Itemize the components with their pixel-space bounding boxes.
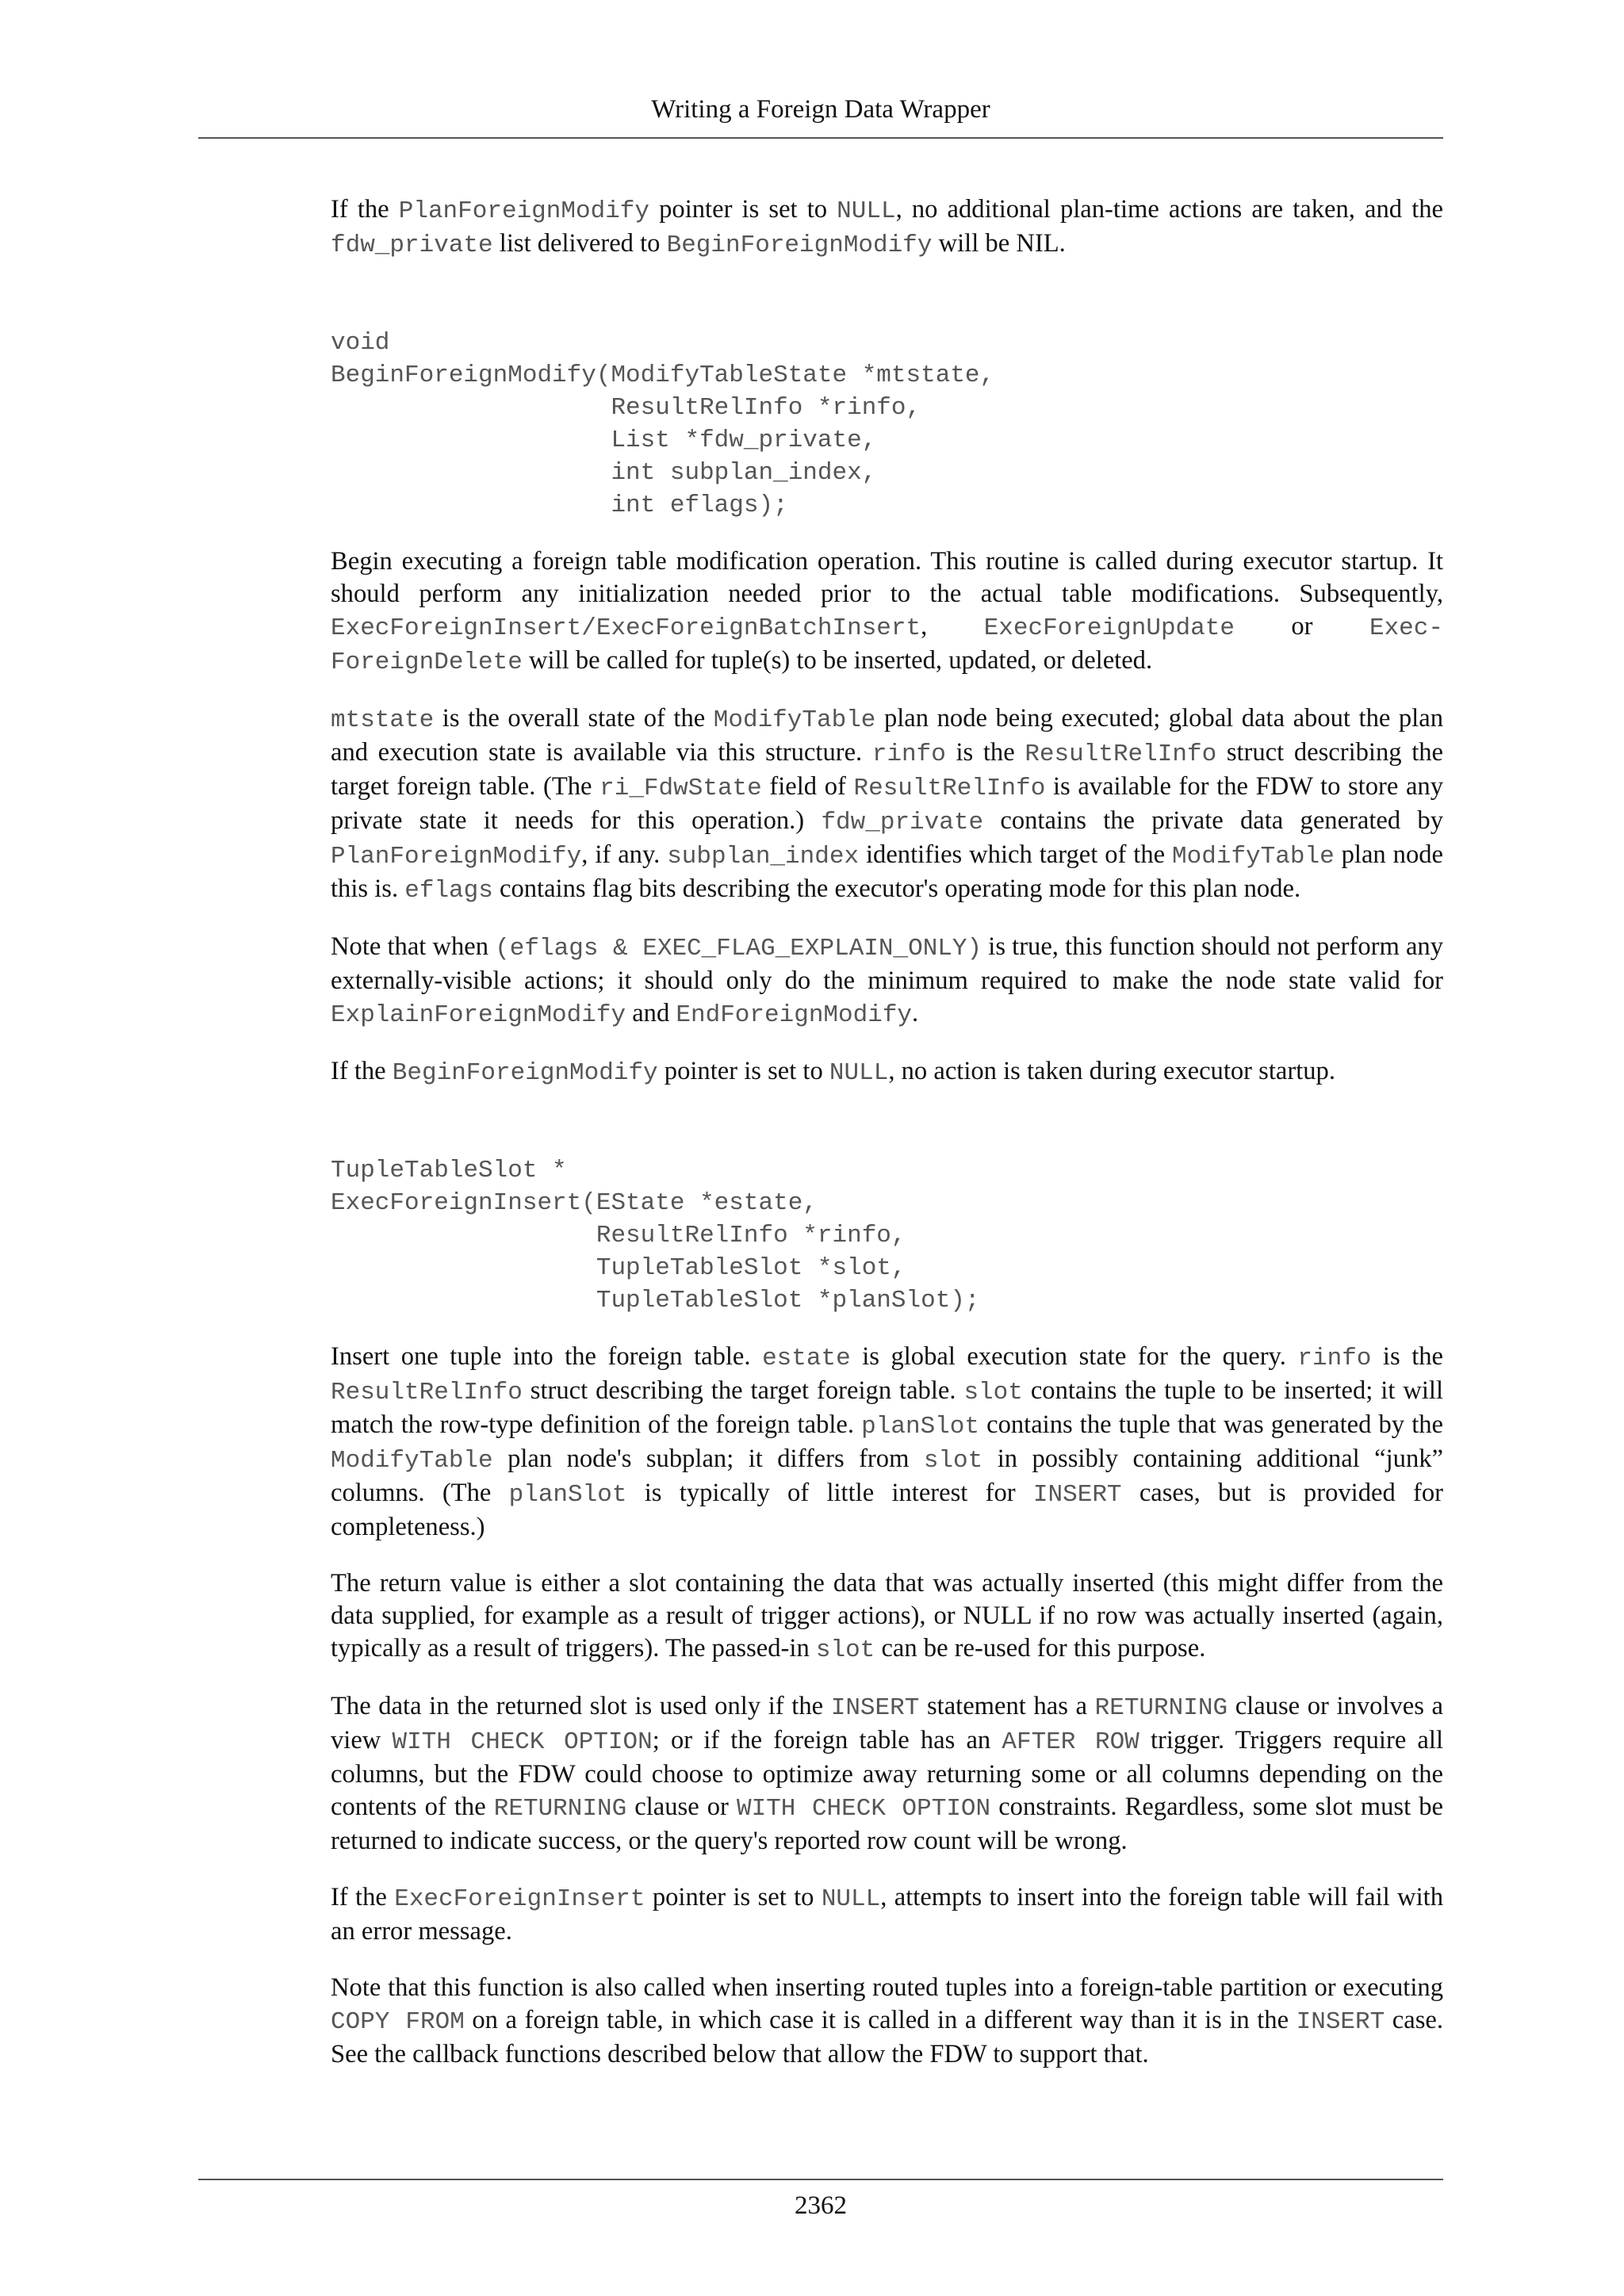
code-begin-foreign-modify: void BeginForeignModify(ModifyTableState *mtstate, ResultRelInfo *rinfo, List *fdw_private, int subplan_index, int eflags); [331,329,995,519]
paragraph-insert-one-tuple: Insert one tuple into the foreign table. estate is global execution state for the query. rinfo is the ResultRelInfo struct describing the target foreign table. slot contains the tuple to be inserted; it will match the row-type definition of the foreign table. planSlot contains the tuple that was generated by the ModifyTable plan node's subplan; it differs from slot in possibly containing additional “junk” columns. (The planSlot is typically of little interest for INSERT cases, but is provided for completeness.) [331,1342,1444,1541]
page-content [331,193,1443,2095]
paragraph-begin-executing: Begin executing a foreign table modification operation. This routine is called during executor startup. It should perform any initialization needed prior to the actual table modifications. Subsequently, ExecForeignInsert/ExecForeignBatchInsert, ExecForeignUpdate or ExecForeignDelete will be called for tuple(s) to be inserted, updated, or deleted. [331,547,1443,676]
paragraph-explain-only: Note that when (eflags & EXEC_FLAG_EXPLAIN_ONLY) is true, this function should not perform any externally-visible actions; it should only do the minimum required to make the node state valid for ExplainForeignModify and EndForeignModify. [331,932,1443,1029]
paragraph-return-value: The return value is either a slot containing the data that was actually inserted (this might differ from the data supplied, for example as a result of trigger actions), or NULL if no row was actually inserted (again, typically as a result of triggers). The passed-in slot can be re-used for this purpose. [331,1569,1443,1664]
paragraph-routed-tuples: Note that this function is also called when inserting routed tuples into a foreign-table partition or executing COPY FROM on a foreign table, in which case it is called in a different way than it is in the INSERT case. See the callback functions described below that allow the FDW to support that. [331,1973,1443,2068]
page-number: 2362 [795,2191,847,2220]
footer-rule [198,2179,1443,2180]
code-exec-foreign-insert: TupleTableSlot * ExecForeignInsert(EState *estate, ResultRelInfo *rinfo, TupleTableSlot *slot, TupleTableSlot *planSlot); [331,1157,980,1314]
paragraph-planforeignmodify-null: If the PlanForeignModify pointer is set to NULL, no additional plan-time actions are taken, and the fdw_private list delivered to BeginForeignModify will be NIL. [331,195,1443,259]
paragraph-beginforeignmodify-null: If the BeginForeignModify pointer is set to NULL, no action is taken during executor startup. [331,1057,1335,1087]
paragraph-execforeigninsert-null: If the ExecForeignInsert pointer is set to NULL, attempts to insert into the foreign table will fail with an error message. [331,1883,1443,1946]
page-header: Writing a Foreign Data Wrapper [651,95,990,124]
header-rule [198,137,1443,139]
paragraph-returned-slot: The data in the returned slot is used only if the INSERT statement has a RETURNING clause or involves a view WITH CHECK OPTION; or if the foreign table has an AFTER ROW trigger. Triggers require all columns, but the FDW could choose to optimize away returning some or all columns depending on the contents of the RETURNING clause or WITH CHECK OPTION constraints. Regardless, some slot must be returned to indicate success, or the query's reported row count will be wrong. [331,1692,1443,1855]
paragraph-mtstate: mtstate is the overall state of the ModifyTable plan node being executed; global data about the plan and execution state is available via this structure. rinfo is the ResultRelInfo struct describing the target foreign table. (The ri_FdwState field of ResultRelInfo is available for the FDW to store any private state it needs for this operation.) fdw_private contains the private data generated by PlanForeignModify, if any. subplan_index identifies which target of the ModifyTable plan node this is. eflags contains flag bits describing the executor's operating mode for this plan node. [331,704,1443,905]
